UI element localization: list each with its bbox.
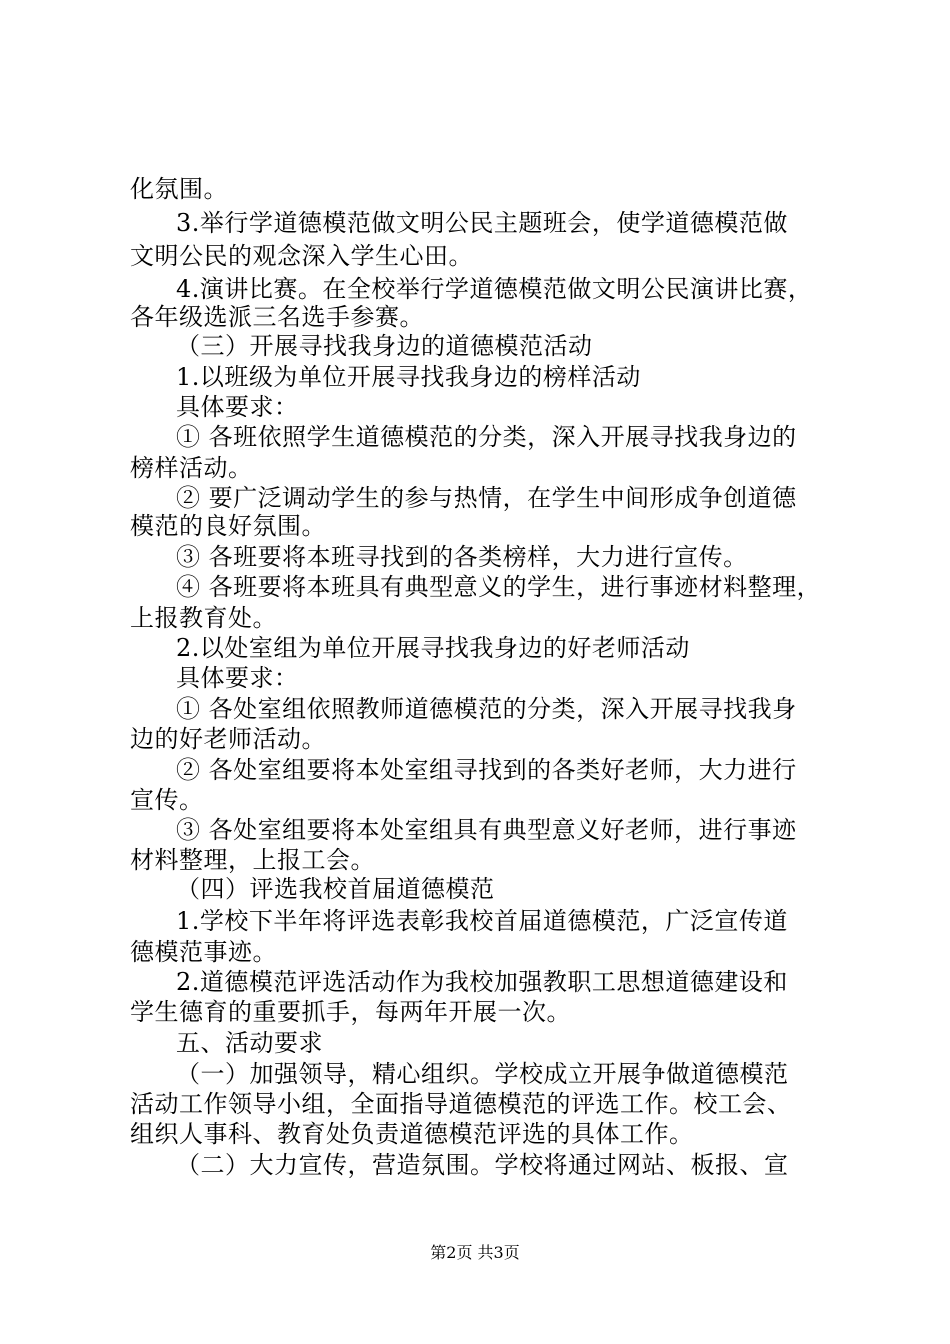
text-line: 活动工作领导小组，全面指导道德模范的评选工作。校工会、 <box>130 1090 792 1118</box>
text-line: ④ 各班要将本班具有典型意义的学生，进行事迹材料整理， <box>176 573 822 601</box>
text-line: ② 要广泛调动学生的参与热情，在学生中间形成争创道德 <box>176 484 797 512</box>
page-number-footer: 第2页 共3页 <box>430 1243 520 1262</box>
text-line: 1.学校下半年将评选表彰我校首届道德模范，广泛宣传道 <box>176 907 788 935</box>
text-line: 德模范事迹。 <box>130 938 277 966</box>
section-heading: （四）评选我校首届道德模范 <box>176 875 495 903</box>
text-line: 上报教育处。 <box>130 604 277 632</box>
text-line: （二）大力宣传，营造氛围。学校将通过网站、板报、宣 <box>176 1151 789 1179</box>
section-heading: 五、活动要求 <box>176 1029 323 1057</box>
text-line: 4.演讲比赛。在全校举行学道德模范做文明公民演讲比赛， <box>176 275 813 303</box>
text-line: 组织人事科、教育处负责道德模范评选的具体工作。 <box>130 1120 694 1148</box>
text-line: 1.以班级为单位开展寻找我身边的榜样活动 <box>176 363 641 391</box>
text-line: 材料整理，上报工会。 <box>130 846 375 874</box>
text-line: 具体要求： <box>176 393 299 421</box>
text-line: 文明公民的观念深入学生心田。 <box>130 242 473 270</box>
text-line: 具体要求： <box>176 664 299 692</box>
text-line: ① 各处室组依照教师道德模范的分类，深入开展寻找我身 <box>176 695 797 723</box>
text-line: 榜样活动。 <box>130 454 253 482</box>
text-line: ③ 各处室组要将本处室组具有典型意义好老师，进行事迹 <box>176 816 797 844</box>
text-line: 边的好老师活动。 <box>130 725 326 753</box>
text-line: 学生德育的重要抓手，每两年开展一次。 <box>130 998 571 1026</box>
text-line: 宣传。 <box>130 786 204 814</box>
text-line: 3.举行学道德模范做文明公民主题班会，使学道德模范做 <box>176 209 788 237</box>
text-line: 2.以处室组为单位开展寻找我身边的好老师活动 <box>176 634 690 662</box>
text-line: ② 各处室组要将本处室组寻找到的各类好老师，大力进行 <box>176 756 797 784</box>
text-line: 各年级选派三名选手参赛。 <box>130 303 424 331</box>
text-line: 2.道德模范评选活动作为我校加强教职工思想道德建设和 <box>176 968 788 996</box>
text-line: （一）加强领导，精心组织。学校成立开展争做道德模范 <box>176 1060 789 1088</box>
text-line: ③ 各班要将本班寻找到的各类榜样，大力进行宣传。 <box>176 543 748 571</box>
text-line: ① 各班依照学生道德模范的分类，深入开展寻找我身边的 <box>176 423 797 451</box>
section-heading: （三）开展寻找我身边的道德模范活动 <box>176 332 593 360</box>
text-line: 化氛围。 <box>130 175 228 203</box>
text-line: 模范的良好氛围。 <box>130 512 326 540</box>
